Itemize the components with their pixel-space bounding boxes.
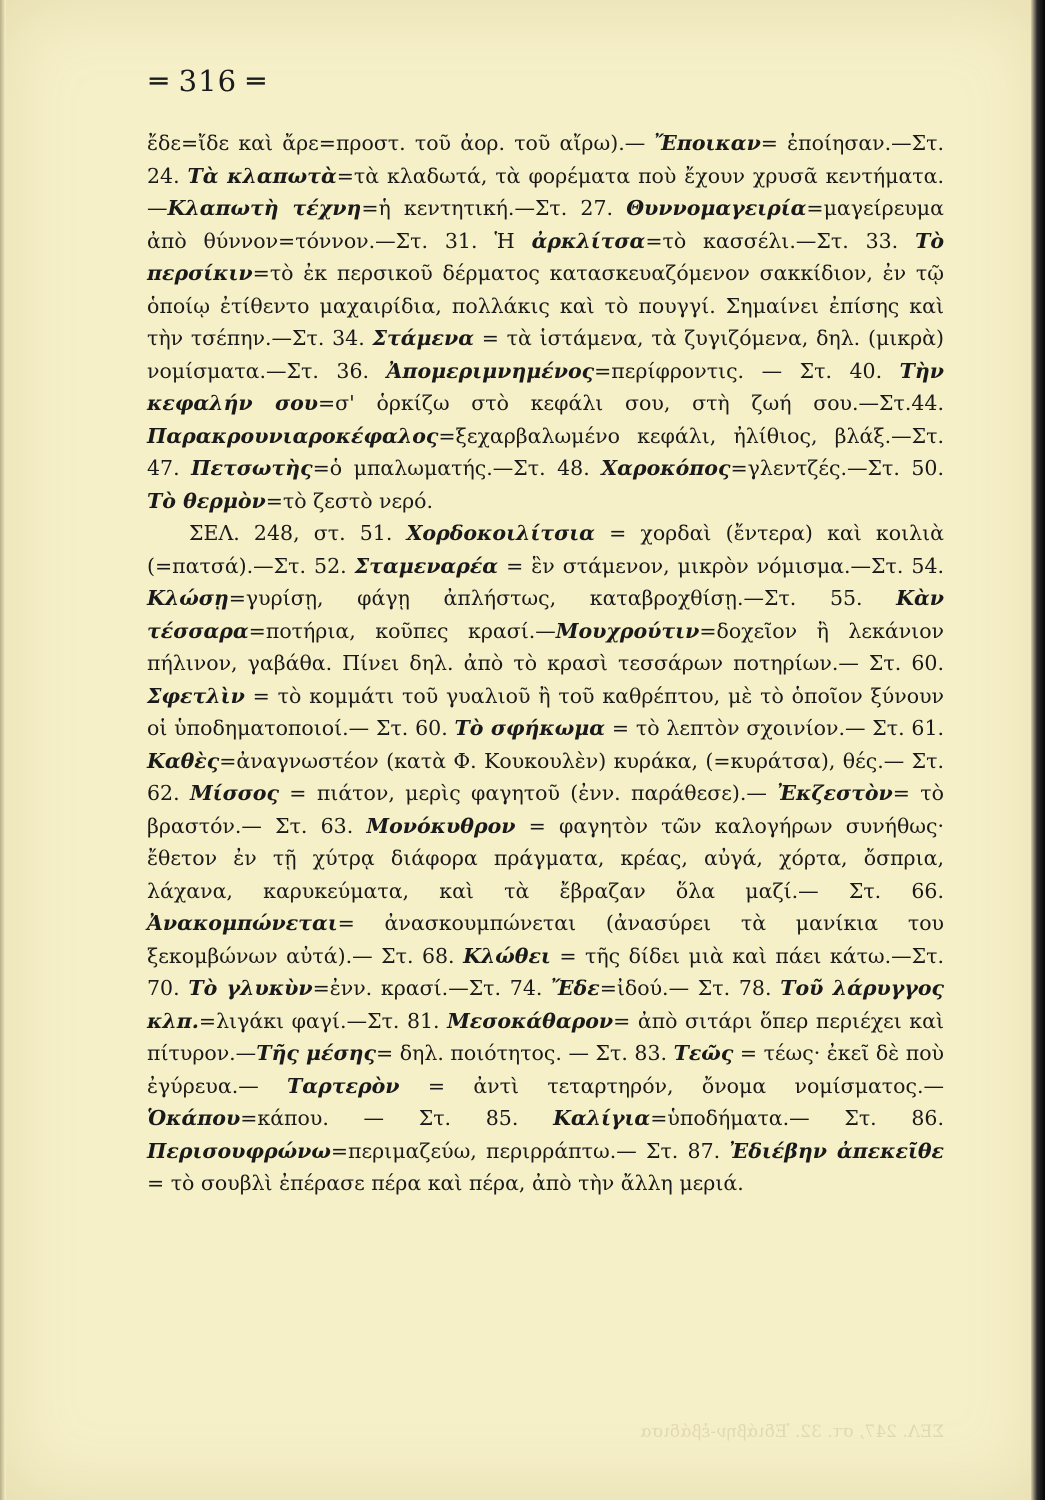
glossary-term: Τοῦ λάρυγγος κλπ. (147, 976, 944, 1033)
glossary-text: =γυρίσῃ, φάγῃ ἀπλήστως, καταβροχθίσῃ.—Στ. 55. (228, 586, 897, 610)
glossary-text: = τὸ κομμάτι τοῦ γυαλιοῦ ἢ τοῦ καθρέπτου, μὲ τὸ ὁποῖον ξύνουν οἱ ὑποδηματοποιοί.— Στ. 60. (147, 683, 944, 740)
glossary-term: Χορδοκοιλίτσια (406, 521, 595, 545)
commentary-paragraph-1 (147, 127, 944, 517)
glossary-term: Κλαπωτὴ τέχνη (167, 196, 362, 220)
glossary-term: Ἔποικαν (654, 131, 761, 155)
glossary-term: Ταρτερὸν (287, 1073, 400, 1098)
glossary-text: = φαγητὸν τῶν καλογήρων συνήθως· ἔθετον ἐν τῇ χύτρᾳ διάφορα πράγματα, κρέας, αὐγά, χόρτα, ὄσπρια, λάχανα, καρυκεύματα, καὶ τὰ ἔβραζαν ὅλα μαζί.— Στ. 66. (147, 813, 944, 903)
glossary-text: = ἓν στάμενον, μικρὸν νόμισμα.—Στ. 54. (498, 553, 945, 578)
glossary-text: = τὸ βραστόν.— Στ. 63. (147, 781, 944, 838)
glossary-text: =σ' ὁρκίζω στὸ κεφάλι σου, στὴ ζωή σου.—Στ.44. (318, 391, 944, 415)
glossary-term: Τῆς μέσης (256, 1041, 376, 1065)
glossary-text: = πιάτον, μερὶς φαγητοῦ (ἐνν. παράθεσε).— (278, 781, 778, 805)
glossary-text: = δηλ. ποιότητος. — Στ. 83. (375, 1041, 674, 1065)
glossary-text: =ὑποδήματα.— Στ. 86. (650, 1106, 944, 1130)
glossary-term: Κλώθει (463, 943, 551, 968)
glossary-term: Τὰ κλαπωτὰ (187, 163, 337, 188)
glossary-text: = τῆς δίδει μιὰ καὶ πάει κάτω.—Στ. 70. (147, 943, 944, 1000)
glossary-text: = τὰ ἱστάμενα, τὰ ζυγιζόμενα, δηλ. (μικρὰ) νομίσματα.—Στ. 36. (147, 326, 945, 383)
glossary-text: =μαγείρευμα ἀπὸ θύννον=τόννον.—Στ. 31. Ἡ (147, 196, 944, 253)
glossary-text: = τὸ λεπτὸν σχοινίον.— Στ. 61. (605, 716, 945, 740)
glossary-term: Περισουφρώνω (147, 1138, 331, 1163)
glossary-text: = ἀντὶ τεταρτηρόν, ὄνομα νομίσματος.— (399, 1073, 944, 1098)
glossary-text: = ἀπὸ σιτάρι ὅπερ περιέχει καὶ πίτυρον.— (147, 1008, 944, 1065)
glossary-text: =ἀναγνωστέον (κατὰ Φ. Κουκουλὲν) κυράκα, (=κυράτσα), θές.— Στ. 62. (147, 748, 944, 805)
glossary-text: = ἐποίησαν.—Στ. 24. (147, 131, 944, 188)
glossary-term: Σφετλὶν (147, 683, 245, 708)
page-left-edge (0, 0, 6, 1500)
glossary-term: Ἔδε (551, 976, 600, 1000)
glossary-text: ΣΕΛ. 248, στ. 51. (189, 521, 407, 545)
glossary-term: Τεῶς (673, 1041, 734, 1065)
commentary-body (147, 127, 944, 1200)
glossary-term: Μουχρούτιν (555, 618, 700, 643)
glossary-term: Τὸ περσίκιν (147, 228, 944, 285)
glossary-text: =τὸ κασσέλι.—Στ. 33. (645, 228, 916, 253)
glossary-text: = ἀνασκουμπώνεται (ἀνασύρει τὰ μανίκια του ξεκομβώνων αὐτά).— Στ. 68. (147, 911, 944, 968)
glossary-term: ἀρκλίτσα (531, 228, 646, 253)
glossary-term: Τὴν κεφαλήν σου (147, 358, 945, 415)
glossary-term: Μεσοκάθαρον (447, 1008, 614, 1033)
glossary-term: Καλίγια (553, 1106, 651, 1130)
glossary-term: Ἀνακομπώνεται (147, 911, 338, 935)
glossary-text: =κάπου. — Στ. 85. (240, 1106, 554, 1130)
glossary-text: = τὸ σουβλὶ ἐπέρασε πέρα καὶ πέρα, ἀπὸ τὴν ἄλλη μεριά. (147, 1171, 744, 1195)
glossary-text: =δοχεῖον ἢ λεκάνιον πήλινον, γαβάθα. Πίνει δηλ. ἀπὸ τὸ κρασὶ τεσσάρων ποτηρίων.— Στ. 60. (147, 618, 944, 675)
glossary-term: Μονόκυθρον (366, 813, 516, 838)
glossary-term: Κὰν τέσσαρα (147, 586, 944, 643)
glossary-term: Σταμεναρέα (354, 553, 499, 578)
glossary-text: =ἰδού.— Στ. 78. (599, 976, 781, 1000)
glossary-text: =ἐνν. κρασί.—Στ. 74. (312, 976, 552, 1000)
glossary-text: =περίφροντις. — Στ. 40. (594, 358, 900, 383)
show-through-text: ΣΕΛ. 247, στ. 32. Ἐδιάβην-ἐβάδισα (640, 1422, 945, 1442)
glossary-term: Τὸ σφήκωμα (454, 716, 606, 740)
glossary-text: =περιμαζεύω, περιρράπτω.— Στ. 87. (330, 1138, 730, 1163)
glossary-term: Ἐκζεστὸν (777, 781, 893, 805)
glossary-text: =τὰ κλαδωτά, τὰ φορέματα ποὺ ἔχουν χρυσᾶ κεντήματα.— (147, 163, 944, 220)
glossary-term: Θυννομαγειρία (626, 196, 807, 220)
glossary-term: Ὁκάπου (147, 1106, 241, 1130)
glossary-text: =ξεχαρβαλωμένο κεφάλι, ἠλίθιος, βλάξ.—Στ. 47. (147, 423, 944, 480)
glossary-term: Χαροκόπος (601, 456, 731, 480)
glossary-term: Στάμενα (372, 326, 474, 350)
glossary-term: Πετσωτὴς (191, 456, 313, 480)
glossary-term: Καθὲς (147, 748, 220, 773)
glossary-text: =γλεντζές.—Στ. 50. (730, 456, 944, 480)
page-number-header: ═ 316 ═ (150, 64, 266, 98)
commentary-paragraph-2 (147, 517, 944, 1200)
glossary-term: Μίσσος (189, 781, 279, 805)
glossary-text: =τὸ ζεστὸ νερό. (265, 488, 434, 513)
glossary-text: = χορδαὶ (ἔντερα) καὶ κοιλιὰ (=πατσά).—Στ. 52. (147, 521, 944, 578)
glossary-term: Τὸ γλυκὺν (188, 976, 313, 1000)
glossary-term: Ἀπομεριμνημένος (386, 358, 595, 383)
glossary-text: =λιγάκι φαγί.—Στ. 81. (198, 1008, 448, 1033)
glossary-term: Τὸ θερμὸν (147, 488, 266, 513)
glossary-term: Κλώσῃ (147, 586, 229, 610)
glossary-text: =τὸ ἐκ περσικοῦ δέρματος κατασκευαζόμενον σακκίδιον, ἐν τῷ ὁποίῳ ἐτίθεντο μαχαιρίδια, πολλάκις καὶ τὸ πουγγί. Σημαίνει ἐπίσης καὶ τὴν τσέπην.—Στ. 34. (147, 261, 944, 350)
glossary-text: =ὁ μπαλωματής.—Στ. 48. (312, 456, 602, 480)
glossary-text: ἔδε=ἴδε καὶ ἄρε=προστ. τοῦ ἀορ. τοῦ αἴρω).— (147, 131, 655, 155)
glossary-text: =ἡ κεντητική.—Στ. 27. (361, 196, 627, 220)
glossary-term: Παρακρουνιαροκέφαλος (147, 423, 439, 448)
glossary-text: = τέως· ἐκεῖ δὲ ποὺ ἐγύρευα.— (147, 1041, 945, 1098)
glossary-term: Ἐδιέβην ἀπεκεῖθε (729, 1138, 944, 1163)
page-right-edge (1031, 0, 1045, 1500)
glossary-text: =ποτήρια, κοῦπες κρασί.— (248, 618, 556, 643)
